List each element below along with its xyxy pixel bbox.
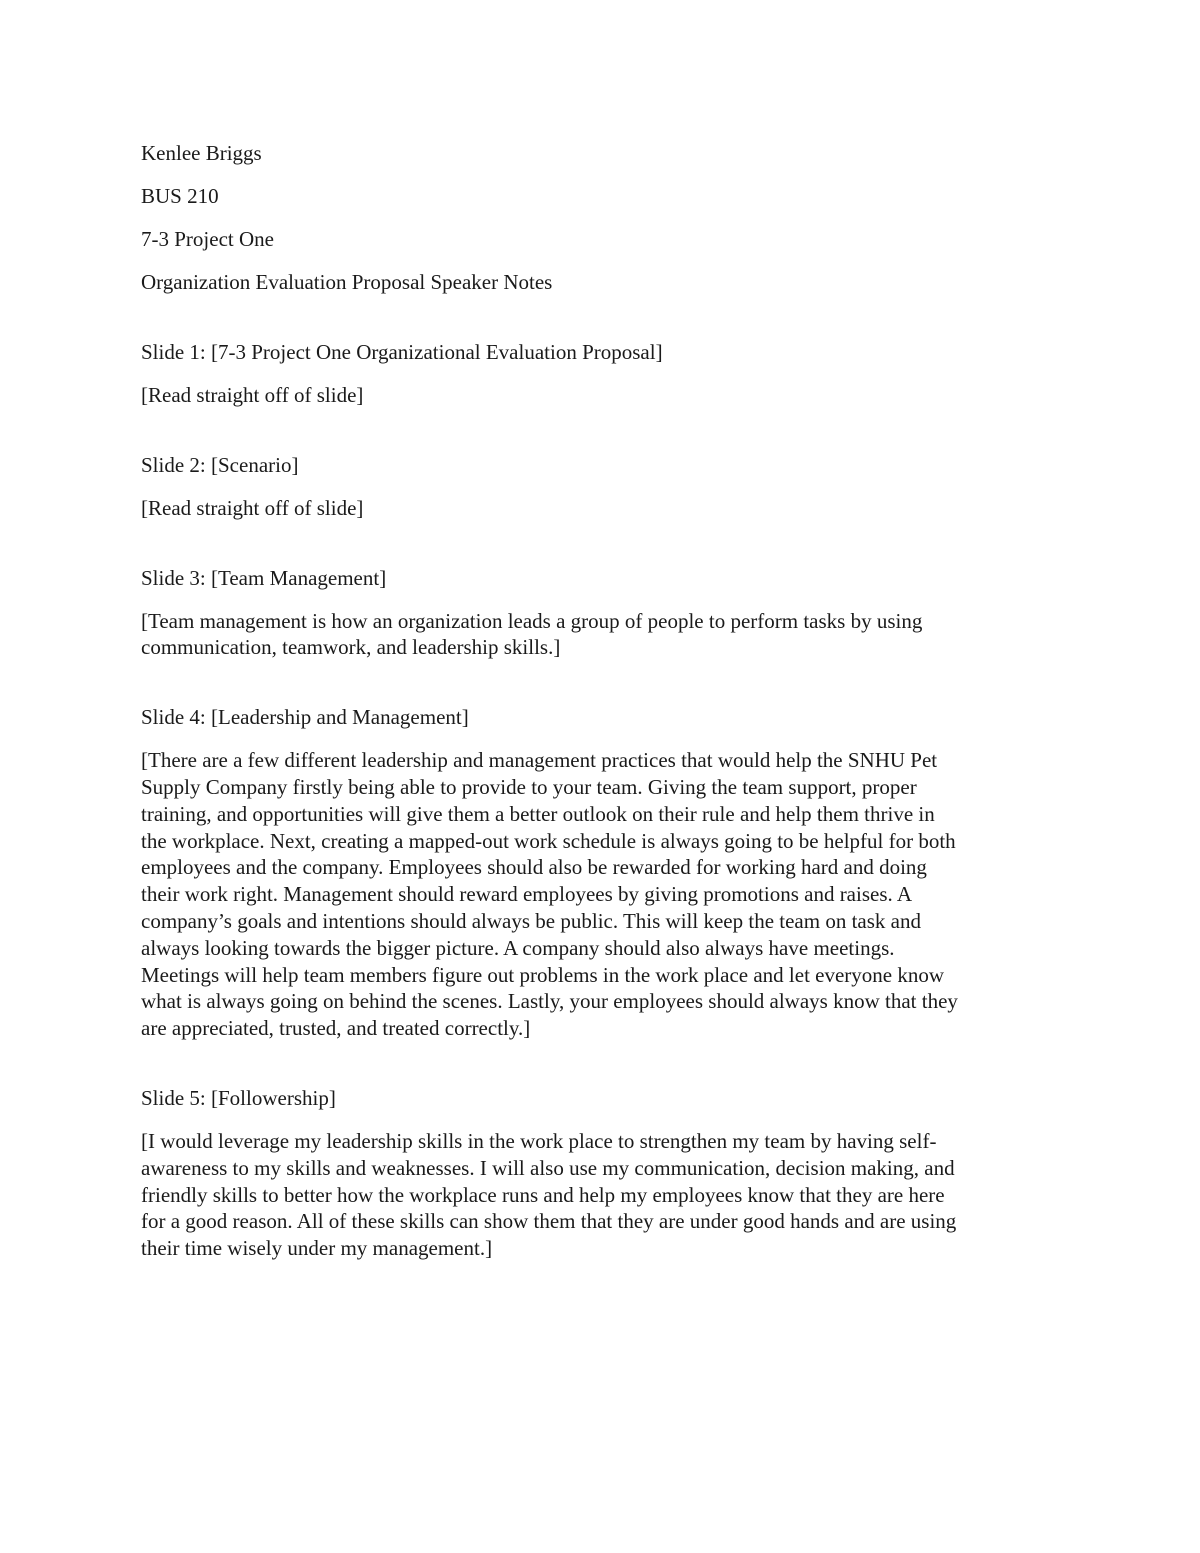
notes-line: company’s goals and intentions should always be public. This will keep the team on task and — [141, 908, 921, 933]
slide-heading: Slide 2: [Scenario] — [141, 452, 299, 477]
notes-line: [Team management is how an organization leads a group of people to perform tasks by using — [141, 608, 923, 633]
notes-line: Meetings will help team members figure out problems in the work place and let everyone know — [141, 962, 945, 987]
notes-line: training, and opportunities will give them a better outlook on their rule and help them thrive in — [141, 801, 935, 826]
assignment-name: 7-3 Project One — [141, 227, 274, 251]
slide-5-section — [141, 1085, 1071, 1262]
notes-line: always looking towards the bigger picture. A company should also always have meetings. — [141, 935, 895, 960]
notes-line: [Read straight off of slide] — [141, 383, 364, 407]
slide-heading: Slide 3: [Team Management] — [141, 565, 387, 590]
notes-line: what is always going on behind the scenes. Lastly, your employees should always know that they — [141, 989, 958, 1014]
slide-1-section — [141, 339, 1071, 409]
notes-line: [There are a few different leadership and management practices that would help the SNHU Pet — [141, 748, 938, 773]
slide-4-section — [141, 704, 1071, 1042]
notes-line: the workplace. Next, creating a mapped-out work schedule is always going to be helpful for both — [141, 828, 956, 853]
slide-heading: Slide 4: [Leadership and Management] — [141, 705, 469, 730]
notes-line: are appreciated, trusted, and treated correctly.] — [141, 1016, 531, 1041]
notes-line: friendly skills to better how the workplace runs and help my employees know that they are here — [141, 1182, 945, 1207]
slide-3-section — [141, 565, 1071, 662]
slide-heading: Slide 5: [Followership] — [141, 1085, 336, 1110]
document-body — [141, 140, 1071, 1262]
course-code: BUS 210 — [141, 184, 219, 208]
document-title: Organization Evaluation Proposal Speaker Notes — [141, 270, 553, 294]
notes-line: communication, teamwork, and leadership skills.] — [141, 635, 561, 660]
slide-notes — [141, 1128, 1071, 1262]
notes-line: [Read straight off of slide] — [141, 495, 364, 520]
notes-line: their work right. Management should reward employees by giving promotions and raises. A — [141, 882, 913, 907]
notes-line: for a good reason. All of these skills can show them that they are under good hands and are using — [141, 1209, 957, 1234]
slide-notes — [141, 747, 1071, 1042]
slide-2-section — [141, 452, 1071, 522]
notes-line: employees and the company. Employees should also be rewarded for working hard and doing — [141, 855, 927, 880]
notes-line: [I would leverage my leadership skills in the work place to strengthen my team by having self- — [141, 1128, 937, 1153]
slide-notes — [141, 382, 1071, 409]
notes-line: awareness to my skills and weaknesses. I will also use my communication, decision making, and — [141, 1155, 955, 1180]
slide-notes — [141, 608, 1071, 662]
author-name: Kenlee Briggs — [141, 141, 262, 165]
notes-line: their time wisely under my management.] — [141, 1236, 493, 1261]
slide-notes — [141, 495, 1071, 522]
slide-heading: Slide 1: [7-3 Project One Organizational Evaluation Proposal] — [141, 340, 663, 364]
notes-line: Supply Company firstly being able to provide to your team. Giving the team support, proper — [141, 774, 917, 799]
